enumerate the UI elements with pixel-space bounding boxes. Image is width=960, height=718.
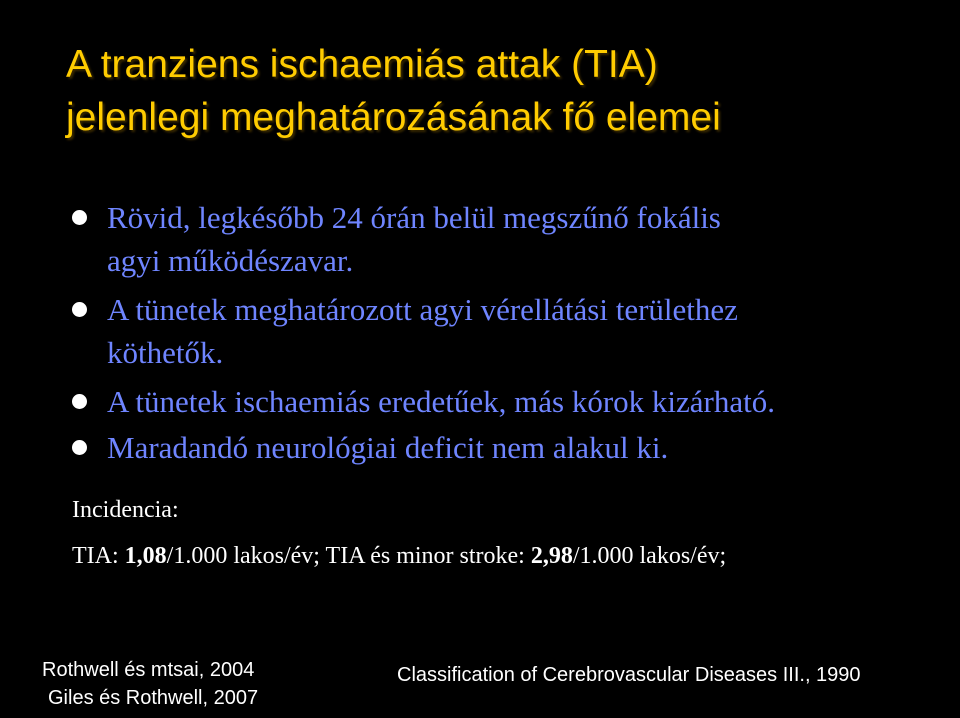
minor-stroke-unit: /1.000 lakos/év; [572, 543, 727, 569]
bullet-dot-icon [72, 440, 87, 455]
title-line-1: A tranziens ischaemiás attak (TIA) [66, 43, 658, 86]
tia-unit: /1.000 lakos/év; TIA és minor stroke: [166, 543, 531, 569]
tia-value: 1,08 [124, 543, 167, 569]
incidence-heading: Incidencia: [72, 497, 179, 523]
bullet-4-line-1: Maradandó neurológiai deficit nem alakul ki. [107, 430, 669, 465]
tia-label: TIA: [72, 543, 125, 569]
bullet-3-line-1: A tünetek ischaemiás eredetűek, más kórok kizárható. [107, 384, 775, 419]
bullet-dot-icon [72, 394, 87, 409]
bullet-dot-icon [72, 210, 87, 225]
incidence-line [72, 543, 726, 570]
minor-stroke-value: 2,98 [530, 543, 573, 569]
bullet-dot-icon [72, 302, 87, 317]
bullet-1-line-1: Rövid, legkésőbb 24 órán belül megszűnő fokális [107, 200, 721, 235]
reference-left-1: Rothwell és mtsai, 2004 [42, 659, 255, 681]
bullet-1-line-2: agyi működészavar. [107, 243, 354, 278]
slide-title [66, 38, 946, 144]
title-line-2: jelenlegi meghatározásának fő elemei [66, 96, 721, 139]
bullet-2-line-1: A tünetek meghatározott agyi vérellátási területhez [107, 292, 738, 327]
reference-right: Classification of Cerebrovascular Diseases III., 1990 [397, 664, 861, 686]
reference-left-2: Giles és Rothwell, 2007 [48, 687, 259, 709]
bullet-2-line-2: köthetők. [107, 335, 224, 370]
